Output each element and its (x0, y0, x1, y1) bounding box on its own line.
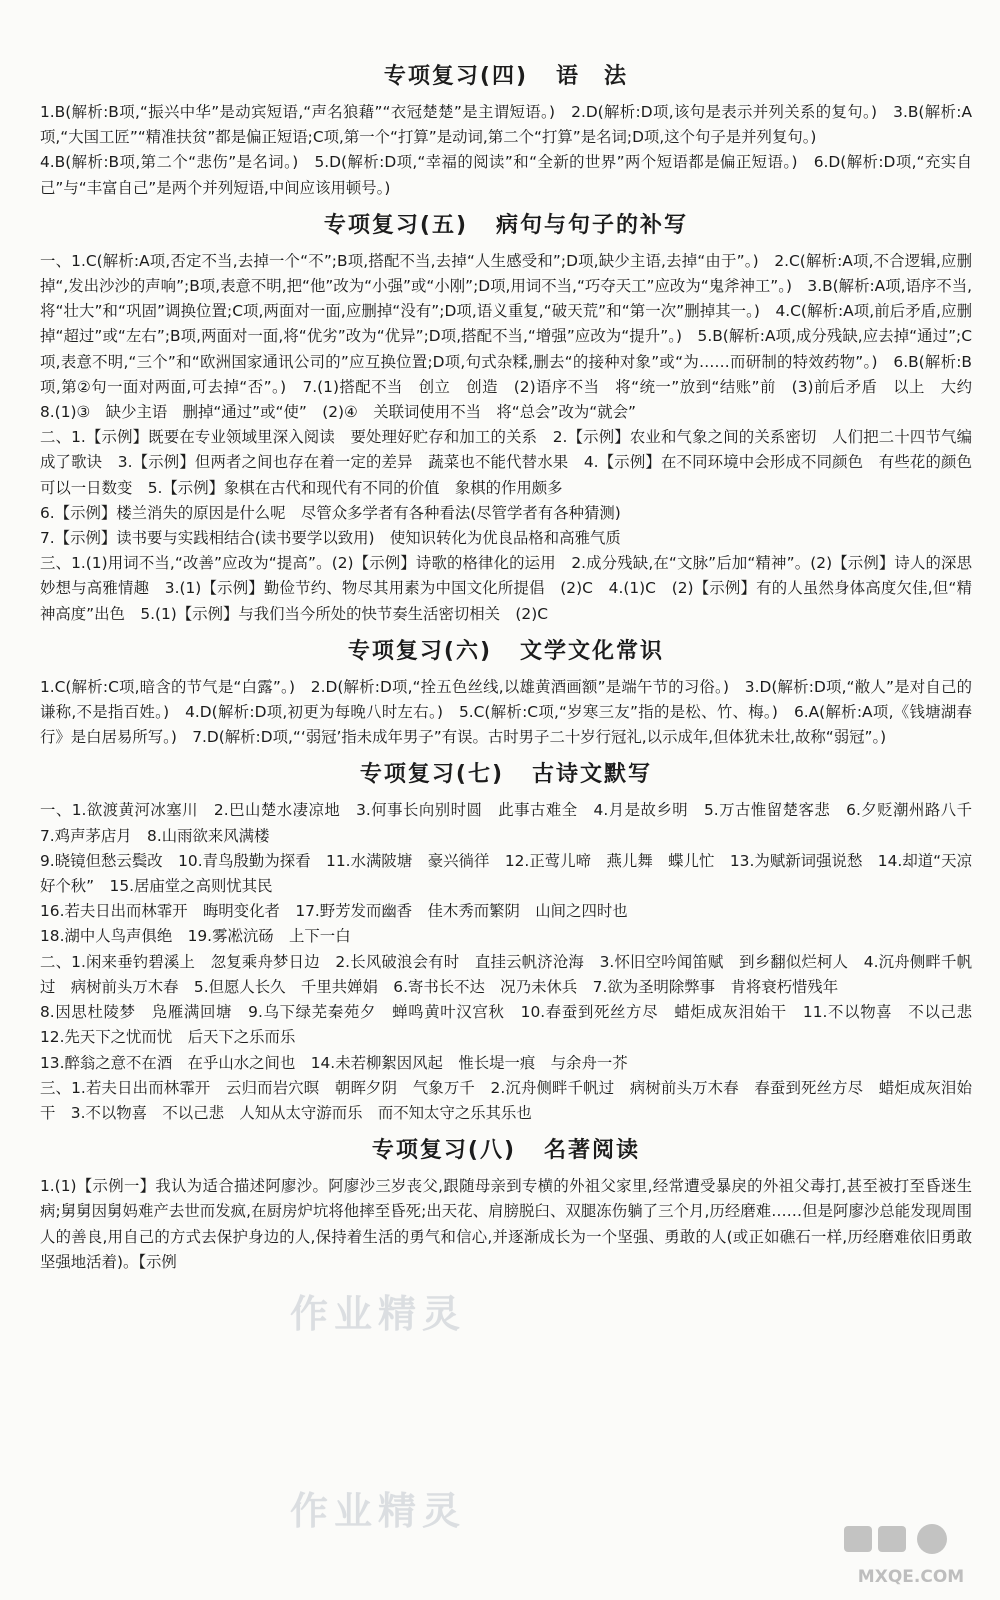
answer-paragraph: 三、1.(1)用词不当,“改善”应改为“提高”。(2)【示例】诗歌的格律化的运用 2.成分残缺,在“文脉”后加“精神”。(2)【示例】诗人的深思妙想与高雅情趣 3.(1)【示例】勤俭节约、物尽其用素为中国文化所提倡 (2)C 4.(1)C (2)【示例】有的人虽然身体高度欠佳,但“精神高度”出色 5.(1)【示例】与我们当今所处的快节奏生活密切相关 (2)C (40, 554, 972, 623)
site-logo-icon (836, 1520, 986, 1592)
section-title-sub: 古诗文默写 (532, 762, 653, 788)
section-title-main: 专项复习(五) (323, 212, 469, 238)
answer-paragraph: 1.C(解析:C项,暗含的节气是“白露”。) 2.D(解析:D项,“拴五色丝线,以雄黄酒画额”是端午节的习俗。) 3.D(解析:D项,“敝人”是对自己的谦称,不是指百姓。) 4.D(解析:D项,初更为每晚八时左右。) 5.C(解析:C项,“岁寒三友”指的是松、竹、梅。) 6.A(解析:A项,《钱塘湖春行》是白居易所写。) 7.D(解析:D项,“‘弱冠’指未成年男子”有误。古时男子二十岁行冠礼,以示成年,但体犹未壮,故称“弱冠”。) (40, 677, 972, 747)
section-title-main: 专项复习(四) (383, 64, 529, 89)
watermark-1: 作业精灵 (290, 1292, 467, 1336)
sections-container (40, 62, 988, 1275)
answer-paragraph: 一、1.C(解析:A项,否定不当,去掉一个“不”;B项,搭配不当,去掉“人生感受和”;D项,缺少主语,去掉“由于”。) 2.C(解析:A项,不合逻辑,应删掉“,发出沙沙的声响”;B项,表意不明,把“他”改为“小强”或“小刚”;D项,用词不当,“巧夺天工”应改为“鬼斧神工”。) 3.B(解析:A项,语序不当,将“壮大”和“巩固”调换位置;C项,两面对一面,应删掉“没有”;D项,语义重复,“破天荒”和“第一次”删掉其一。) 4.C(解析:A项,前后矛盾,应删掉“超过”或“左右”;B项,两面对一面,将“优劣”改为“优异”;D项,搭配不当,“增强”应改为“提升”。) 5.B(解析:A项,成分残缺,应去掉“通过”;C项,表意不明,“三个”和“欧洲国家通讯公司的”应互换位置;D项,句式杂糅,删去“的接种对象”或“为……而研制的特效药物”。) 6.B(解析:B项,第②句一面对两面,可去掉“否”。) 7.(1)搭配不当 创立 创造 (2)语序不当 将“统一”放到“结账”前 (3)前后矛盾 以上 大约 8.(1)③ 缺少主语 删掉“通过”或“使” (2)④ 关联词使用不当 将“总会”改为“就会” (40, 251, 988, 422)
section-title-main: 专项复习(八) (371, 1138, 517, 1164)
answer-paragraph: 1.(1)【示例一】我认为适合描述阿廖沙。阿廖沙三岁丧父,跟随母亲到专横的外祖父家里,经常遭受暴戾的外祖父毒打,甚至被打至昏迷生病;舅舅因舅妈难产去世而发疯,在厨房炉坑将他摔至昏死;出天花、肩膀脱臼、双腿冻伤躺了三个月,历经磨难……但是阿廖沙总能发现周围人的善良,用自己的方式去保护身边的人,保持着生活的勇气和信心,并逐渐成长为一个坚强、勇敢的人(或正如礁石一样,历经磨难依旧勇敢坚强地活着)。【示例 (40, 1177, 972, 1271)
logo-site-text: MXQE.COM (857, 1567, 965, 1587)
watermark-2: 作业精灵 (290, 1489, 467, 1533)
section-title-sub: 语 法 (556, 64, 629, 89)
section-title (40, 62, 972, 92)
answer-paragraph: 二、1.【示例】既要在专业领域里深入阅读 要处理好贮存和加工的关系 2.【示例】农业和气象之间的关系密切 人们把二十四节气编成了歌诀 3.【示例】但两者之间也存在着一定的差异 蔬菜也不能代替水果 4.【示例】在不同环境中会形成不同颜色 有些花的颜色可以一日数变 5.【示例】象棋在古代和现代有不同的价值 象棋的作用颇多 6.【示例】楼兰消失的原因是什么呢 尽管众多学者有各种看法(尽管学者有各种猜测) 7.【示例】读书要与实践相结合(读书要学以致用) 使知识转化为优良品格和高雅气质 (40, 428, 972, 548)
section-title (40, 1136, 972, 1166)
answer-paragraph: 一、1.欲渡黄河冰塞川 2.巴山楚水凄凉地 3.何事长向别时圆 此事古难全 4.月是故乡明 5.万古惟留楚客悲 6.夕贬潮州路八千 7.鸡声茅店月 8.山雨欲来风满楼 9.晓镜但愁云鬓改 10.青鸟殷勤为探看 11.水满陂塘 豪兴徜徉 12.正莺儿啼 燕儿舞 蝶儿忙 13.为赋新词强说愁 14.却道“天凉好个秋” 15.居庙堂之高则忧其民 16.若夫日出而林霏开 晦明变化者 17.野芳发而幽香 佳木秀而繁阴 山间之四时也 18.湖中人鸟声俱绝 19.雾凇沆砀 上下一白 (40, 801, 972, 946)
section-title-sub: 名著阅读 (544, 1138, 641, 1164)
answer-paragraph: 1.B(解析:B项,“振兴中华”是动宾短语,“声名狼藉”“衣冠楚楚”是主谓短语。) 2.D(解析:D项,该句是表示并列关系的复句。) 3.B(解析:A项,“大国工匠”“精准扶贫”都是偏正短语;C项,第一个“打算”是动词,第二个“打算”是名词;D项,这个句子是并列复句。) 4.B(解析:B项,第二个“悲伤”是名词。) 5.D(解析:D项,“幸福的阅读”和“全新的世界”两个短语都是偏正短语。) 6.D(解析:D项,“充实自己”与“丰富自己”是两个并列短语,中间应该用顿号。) (40, 103, 972, 197)
section-title (40, 211, 972, 241)
section-title-main: 专项复习(七) (359, 762, 505, 788)
section-title-sub: 文学文化常识 (520, 638, 665, 664)
section-title (40, 760, 972, 790)
section-title-sub: 病句与句子的补写 (496, 212, 689, 238)
section-title (40, 637, 972, 667)
section-title-main: 专项复习(六) (347, 638, 493, 664)
answer-paragraph: 二、1.闲来垂钓碧溪上 忽复乘舟梦日边 2.长风破浪会有时 直挂云帆济沧海 3.怀旧空吟闻笛赋 到乡翻似烂柯人 4.沉舟侧畔千帆过 病树前头万木春 5.但愿人长久 千里共婵娟 6.寄书长不达 况乃未休兵 7.欲为圣明除弊事 肯将衰朽惜残年 8.因思杜陵梦 凫雁满回塘 9.乌下绿芜秦苑夕 蝉鸣黄叶汉宫秋 10.春蚕到死丝方尽 蜡炬成灰泪始干 11.不以物喜 不以己悲 12.先天下之忧而忧 后天下之乐而乐 13.醉翁之意不在酒 在乎山水之间也 14.未若柳絮因风起 惟长堤一痕 与余舟一芥 (40, 952, 972, 1072)
answer-paragraph: 三、1.若夫日出而林霏开 云归而岩穴暝 朝晖夕阴 气象万千 2.沉舟侧畔千帆过 病树前头万木春 春蚕到死丝方尽 蜡炬成灰泪始干 3.不以物喜 不以己悲 人知从太守游而乐 而不知太守之乐其乐也 (40, 1078, 972, 1122)
